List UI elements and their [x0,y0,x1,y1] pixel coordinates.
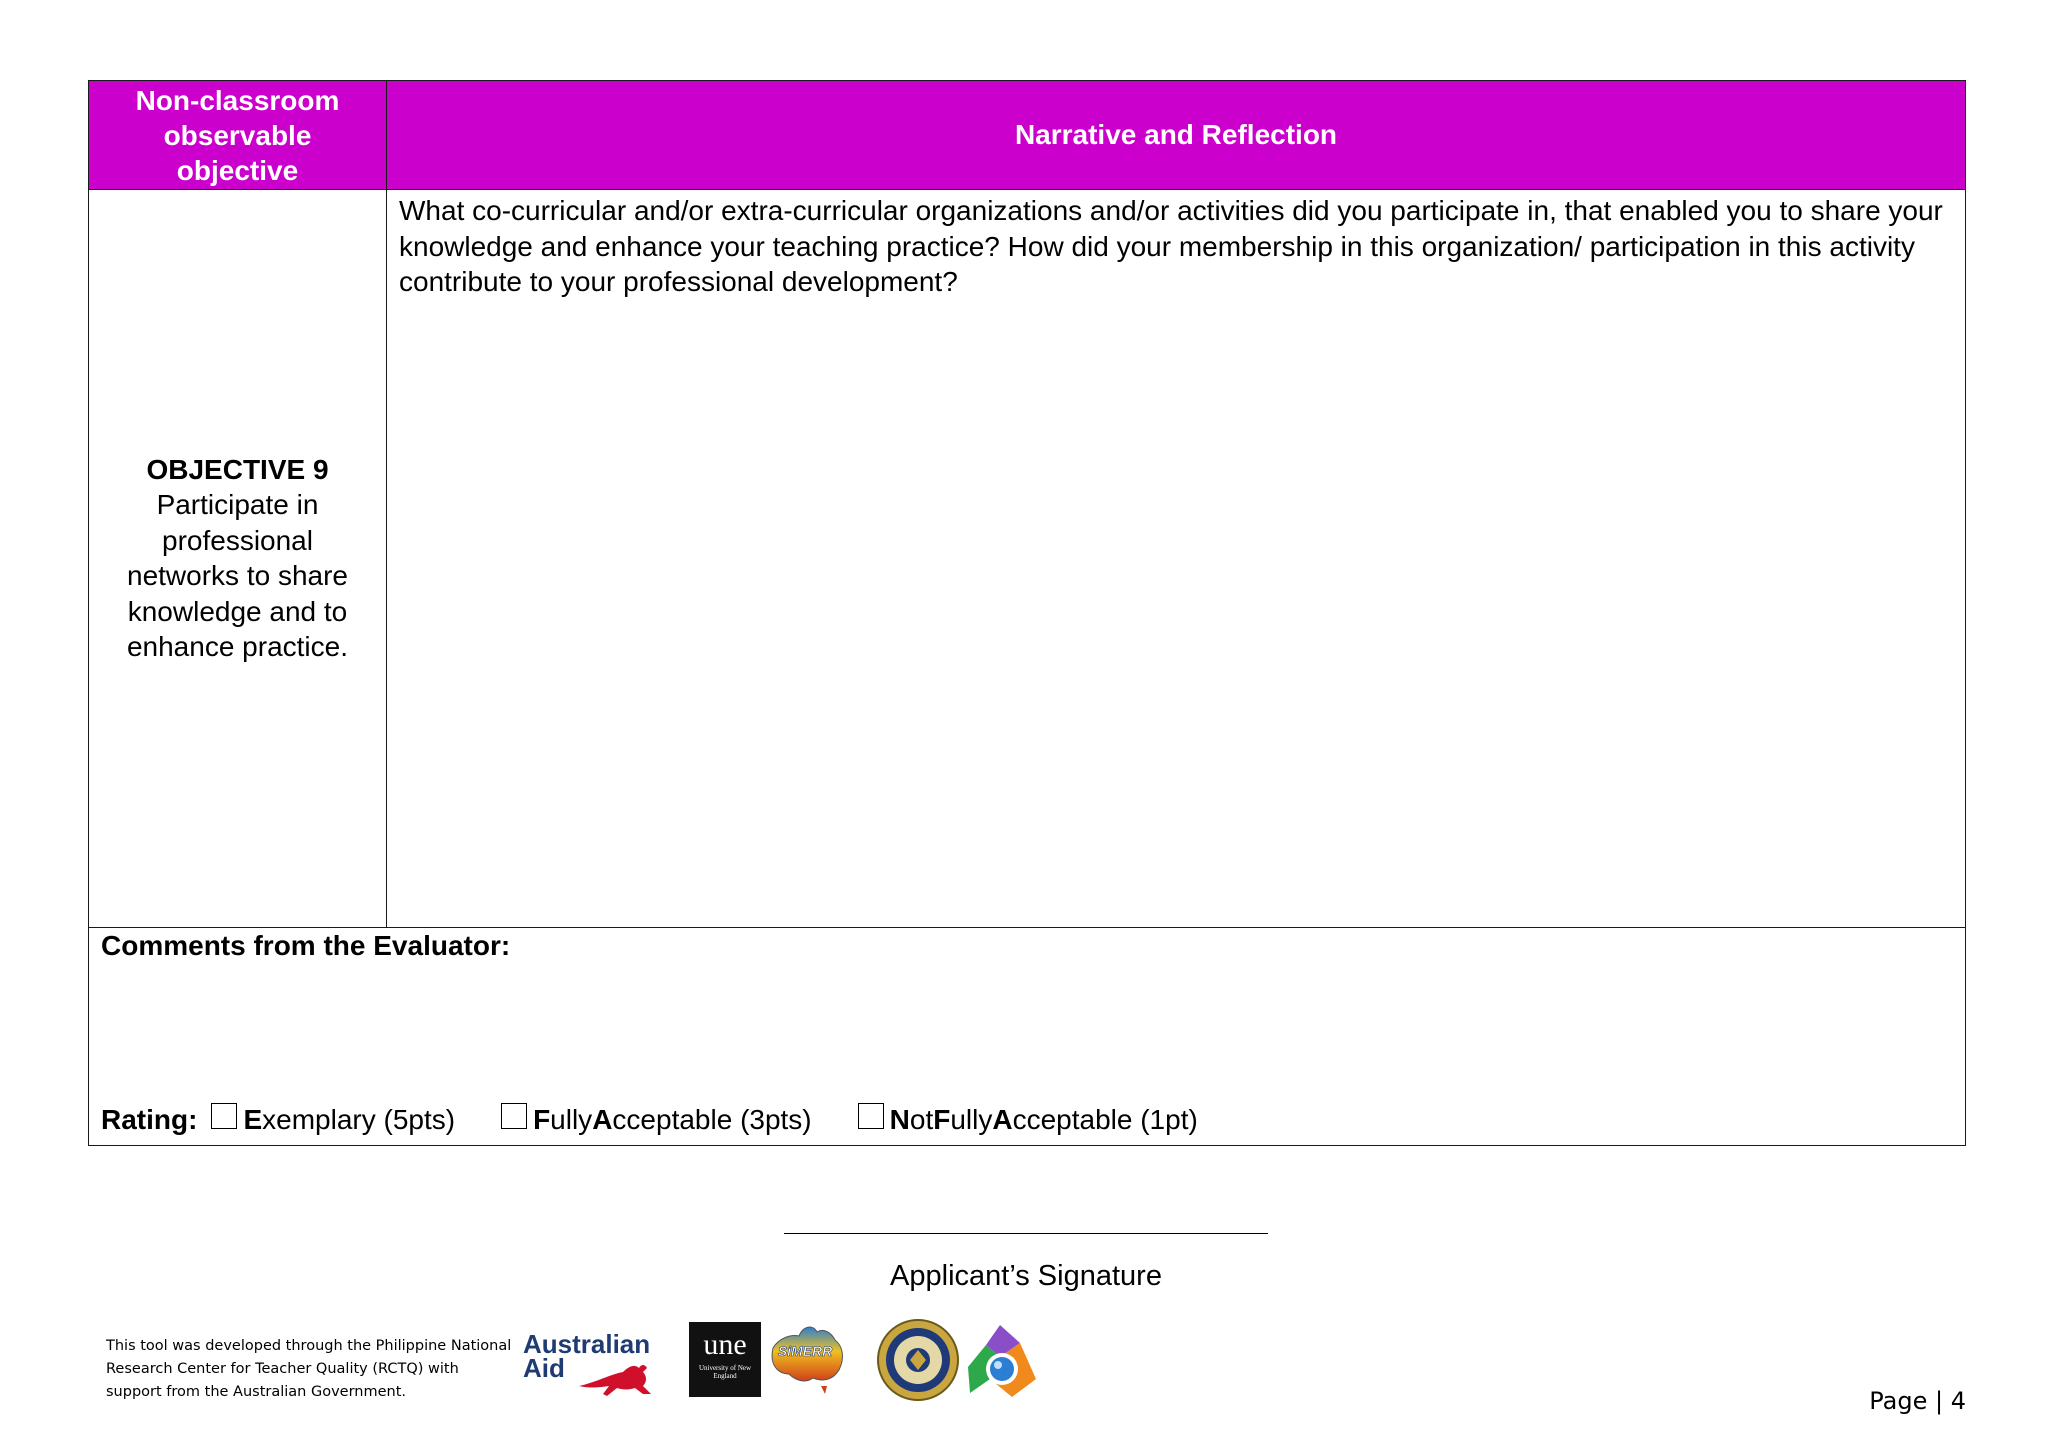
page-number: Page | 4 [1869,1387,1966,1415]
australia-map-icon [765,1318,847,1400]
rating-row [101,1102,1198,1138]
objective-cell [89,189,387,927]
rating-option-exemplary[interactable]: E xemplary (5pts) [211,1102,455,1138]
australian-aid-logo: Australian Aid [523,1332,663,1398]
evaluator-comments-label: Comments from the Evaluator: [101,930,511,961]
pnu-seal-logo [876,1318,960,1402]
footer-note: This tool was developed through the Philippine National Research Center for Teacher Quality (RCTQ) with support from the Australian Government. [106,1338,512,1400]
simerr-logo [765,1318,847,1400]
checkbox-fully-acceptable[interactable] [501,1103,527,1129]
objective-form-table [88,80,1966,1146]
checkbox-exemplary[interactable] [211,1103,237,1129]
kangaroo-icon [577,1362,663,1398]
svg-text:SiMERR: SiMERR [777,1343,833,1359]
rating-option-not-fully-acceptable[interactable]: N ot F ully A cceptable (1pt) [858,1102,1198,1138]
narrative-prompt[interactable]: What co-curricular and/or extra-curricular organizations and/or activities did you participate in, that enabled you to share your knowledge and enhance your teaching practice? How did your membership in this organization/ participation in this activity contribute to your professional development? [399,195,1943,297]
signature-label: Applicant’s Signature [890,1260,1162,1292]
checkbox-not-fully-acceptable[interactable] [858,1103,884,1129]
rating-option-fully-acceptable[interactable]: F ully A cceptable (3pts) [501,1102,812,1138]
objective-row [89,189,1965,928]
header-objective-column: Non-classroom observable objective [89,81,387,189]
objective-title: OBJECTIVE 9 [146,453,329,485]
une-logo: une University of New England [689,1322,761,1397]
evaluator-section [89,927,1965,1145]
header-narrative-column: Narrative and Reflection [1014,119,1338,150]
rctq-logo [960,1323,1040,1401]
table-header [89,81,1965,190]
objective-description: Participate in professional networks to share knowledge and to enhance practice. [126,489,349,662]
rating-label: Rating: [101,1104,198,1135]
signature-line[interactable] [784,1233,1268,1234]
